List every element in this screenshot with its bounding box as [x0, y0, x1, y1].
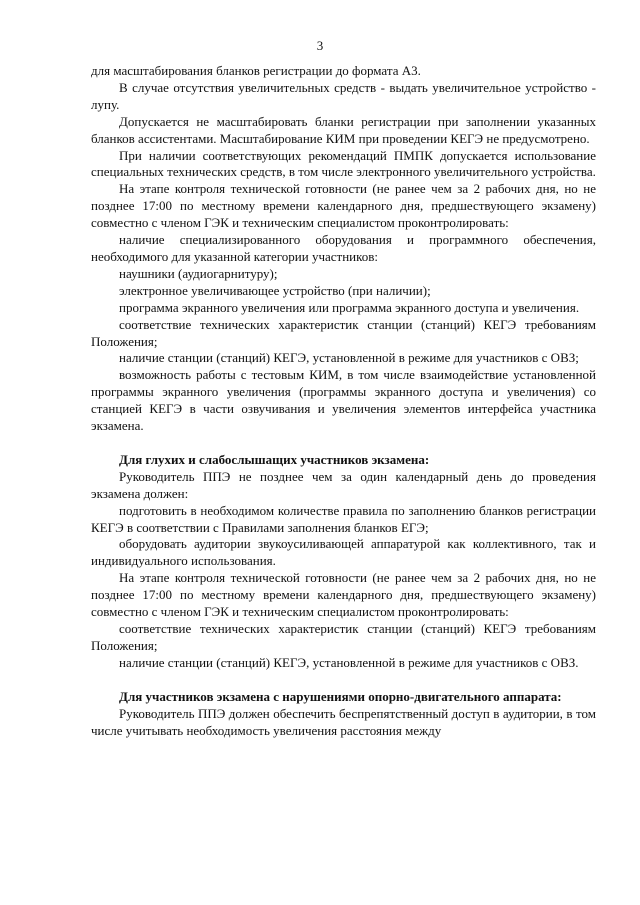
paragraph: Руководитель ППЭ должен обеспечить беспрепятственный доступ в аудитории, в том числе учитывать необходимость увеличения расстояния между [91, 705, 596, 738]
paragraph-continuation: для масштабирования бланков регистрации до формата А3. [91, 63, 421, 78]
paragraph: На этапе контроля технической готовности (не ранее чем за 2 рабочих дня, но не позднее 17:00 по местному времени календарного дня, предшествующего экзамену) совместно с членом ГЭК и техническим специалистом проконтролировать: [91, 181, 596, 231]
paragraph: программа экранного увеличения или программа экранного доступа и увеличения. [119, 299, 580, 315]
paragraph: На этапе контроля технической готовности (не ранее чем за 2 рабочих дня, но не позднее 17:00 по местному времени календарного дня, предшествующего экзамену) совместно с членом ГЭК и техническим специалистом проконтролировать: [91, 570, 596, 620]
paragraph: наличие специализированного оборудования и программного обеспечения, необходимого для указанной категории участников: [91, 232, 596, 264]
paragraph: подготовить в необходимом количестве правила по заполнению бланков регистрации КЕГЭ в соответствии с Правилами заполнения бланков ЕГЭ; [91, 502, 596, 535]
page-number: 3 [316, 38, 324, 53]
paragraph: Руководитель ППЭ не позднее чем за один календарный день до проведения экзамена должен: [91, 468, 596, 501]
section-spacer [91, 435, 596, 452]
paragraph: наушники (аудиогарнитуру); [119, 265, 278, 281]
paragraph: соответствие технических характеристик станции (станций) КЕГЭ требованиям Положения; [91, 316, 596, 349]
paragraph: При наличии соответствующих рекомендаций ПМПК допускается использование специальных технических средств, в том числе электронного увеличительного устройства. [91, 147, 596, 180]
paragraph: наличие станции (станций) КЕГЭ, установленной в режиме для участников с ОВЗ; [119, 350, 579, 366]
paragraph: электронное увеличивающее устройство (при наличии); [119, 282, 431, 298]
paragraph: соответствие технических характеристик станции (станций) КЕГЭ требованиям Положения; [91, 621, 596, 653]
document-body [91, 63, 596, 739]
paragraph: Допускается не масштабировать бланки регистрации при заполнении указанных бланков ассистентами. Масштабирование КИМ при проведении КЕГЭ не предусмотрено. [91, 113, 596, 146]
paragraph: возможность работы с тестовым КИМ, в том числе взаимодействие установленной программы экранного увеличения (программы экранного доступа и увеличения) со станцией КЕГЭ в части озвучивания и увеличения элементов интерфейса участника экзамена. [91, 367, 596, 434]
paragraph: наличие станции (станций) КЕГЭ, установленной в режиме для участников с ОВЗ. [119, 654, 579, 670]
section-spacer [91, 672, 596, 689]
paragraph: В случае отсутствия увеличительных средств - выдать увеличительное устройство - лупу. [91, 79, 596, 112]
paragraph: оборудовать аудитории звукоусиливающей аппаратурой как коллективного, так и индивидуального использования. [91, 536, 596, 569]
section-heading: Для участников экзамена с нарушениями опорно-двигательного аппарата: [119, 688, 562, 704]
section-heading: Для глухих и слабослышащих участников экзамена: [119, 451, 430, 467]
